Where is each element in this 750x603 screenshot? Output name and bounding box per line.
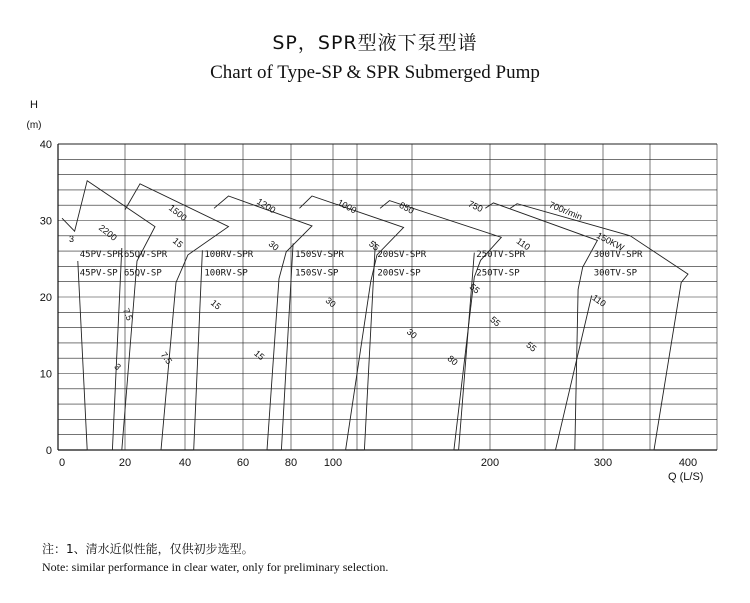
curve-annotation: 30 bbox=[404, 326, 419, 341]
curve-annotation: 850 bbox=[397, 199, 416, 216]
model-label-sp: 200SV-SP bbox=[377, 268, 421, 279]
pump-region-curve bbox=[364, 198, 501, 450]
x-tick-label: 80 bbox=[284, 457, 298, 469]
y-tick-label: 0 bbox=[45, 445, 52, 457]
curve-annotation: 55 bbox=[367, 238, 382, 253]
x-tick-label: 200 bbox=[480, 457, 500, 469]
curve-annotation: 150KW bbox=[594, 230, 626, 253]
chart-title-cn: SP，SPR型液下泵型谱 bbox=[272, 32, 478, 54]
curve-annotation: 55 bbox=[488, 314, 503, 329]
y-axis-unit: (m) bbox=[26, 120, 42, 131]
x-tick-label: 300 bbox=[593, 457, 613, 469]
model-label-spr: 45PV-SPR bbox=[79, 250, 124, 261]
curve-annotation: 30 bbox=[266, 238, 281, 253]
y-tick-label: 40 bbox=[39, 139, 52, 151]
model-label-spr: 300TV-SPR bbox=[593, 250, 643, 261]
curve-annotation: 1500 bbox=[166, 202, 189, 223]
chart-title-en: Chart of Type-SP & SPR Submerged Pump bbox=[210, 62, 540, 83]
x-tick-label: 400 bbox=[678, 457, 698, 469]
curve-annotation: 3 bbox=[112, 361, 123, 373]
curve-annotation: 1200 bbox=[255, 196, 278, 216]
curve-annotation: 80 bbox=[445, 353, 460, 368]
curve-annotation: 110 bbox=[514, 235, 533, 253]
x-axis-label: Q (L/S) bbox=[668, 471, 704, 483]
model-label-spr: 200SV-SPR bbox=[377, 250, 427, 261]
curve-annotation: 7.5 bbox=[121, 306, 135, 322]
curve-annotation: 15 bbox=[252, 348, 267, 363]
y-tick-label: 10 bbox=[39, 368, 52, 381]
curve-annotation: 700r/min bbox=[547, 199, 584, 223]
curve-annotation: 30 bbox=[323, 295, 338, 310]
y-axis-label: H bbox=[30, 99, 38, 111]
x-tick-label: 20 bbox=[118, 457, 132, 469]
curve-annotation: 55 bbox=[467, 281, 482, 296]
model-label-sp: 45PV-SP bbox=[79, 268, 118, 279]
pump-region-curve bbox=[281, 196, 403, 450]
curve-annotation: 2200 bbox=[96, 222, 119, 243]
curve-annotation: 15 bbox=[170, 235, 185, 250]
model-label-sp: 65QV-SP bbox=[123, 268, 162, 279]
model-label-sp: 250TV-SP bbox=[476, 268, 520, 279]
curve-annotation: 1000 bbox=[335, 197, 359, 216]
note-cn: 注：1、清水近似性能，仅供初步选型。 bbox=[42, 542, 254, 556]
pump-region-curve bbox=[459, 203, 598, 450]
model-label-spr: 100RV-SPR bbox=[204, 250, 254, 261]
model-label-sp: 150SV-SP bbox=[295, 268, 339, 279]
x-tick-label: 100 bbox=[323, 457, 343, 469]
model-label-spr: 150SV-SPR bbox=[295, 250, 344, 261]
curve-annotation: 3 bbox=[68, 233, 74, 244]
pump-region-curve bbox=[62, 181, 155, 450]
x-tick-label: 40 bbox=[178, 457, 192, 469]
model-label-spr: 250TV-SPR bbox=[476, 250, 526, 261]
curve-annotation: 750 bbox=[466, 198, 485, 215]
y-tick-label: 30 bbox=[39, 215, 52, 228]
x-tick-label: 0 bbox=[58, 457, 66, 469]
model-label-sp: 300TV-SP bbox=[593, 268, 638, 279]
y-tick-label: 20 bbox=[39, 292, 52, 304]
note-en: Note: similar performance in clear water, only for preliminary selection. bbox=[42, 560, 389, 574]
curve-annotation: 55 bbox=[524, 339, 539, 354]
model-label-sp: 100RV-SP bbox=[204, 268, 248, 279]
x-tick-label: 60 bbox=[236, 457, 250, 469]
curve-annotation: 7.5 bbox=[158, 350, 175, 366]
model-label-spr: 65QV-SPR bbox=[123, 250, 168, 261]
pump-region-curve bbox=[194, 196, 312, 450]
curve-annotation: 110 bbox=[590, 292, 608, 309]
curve-annotation: 15 bbox=[208, 297, 223, 312]
